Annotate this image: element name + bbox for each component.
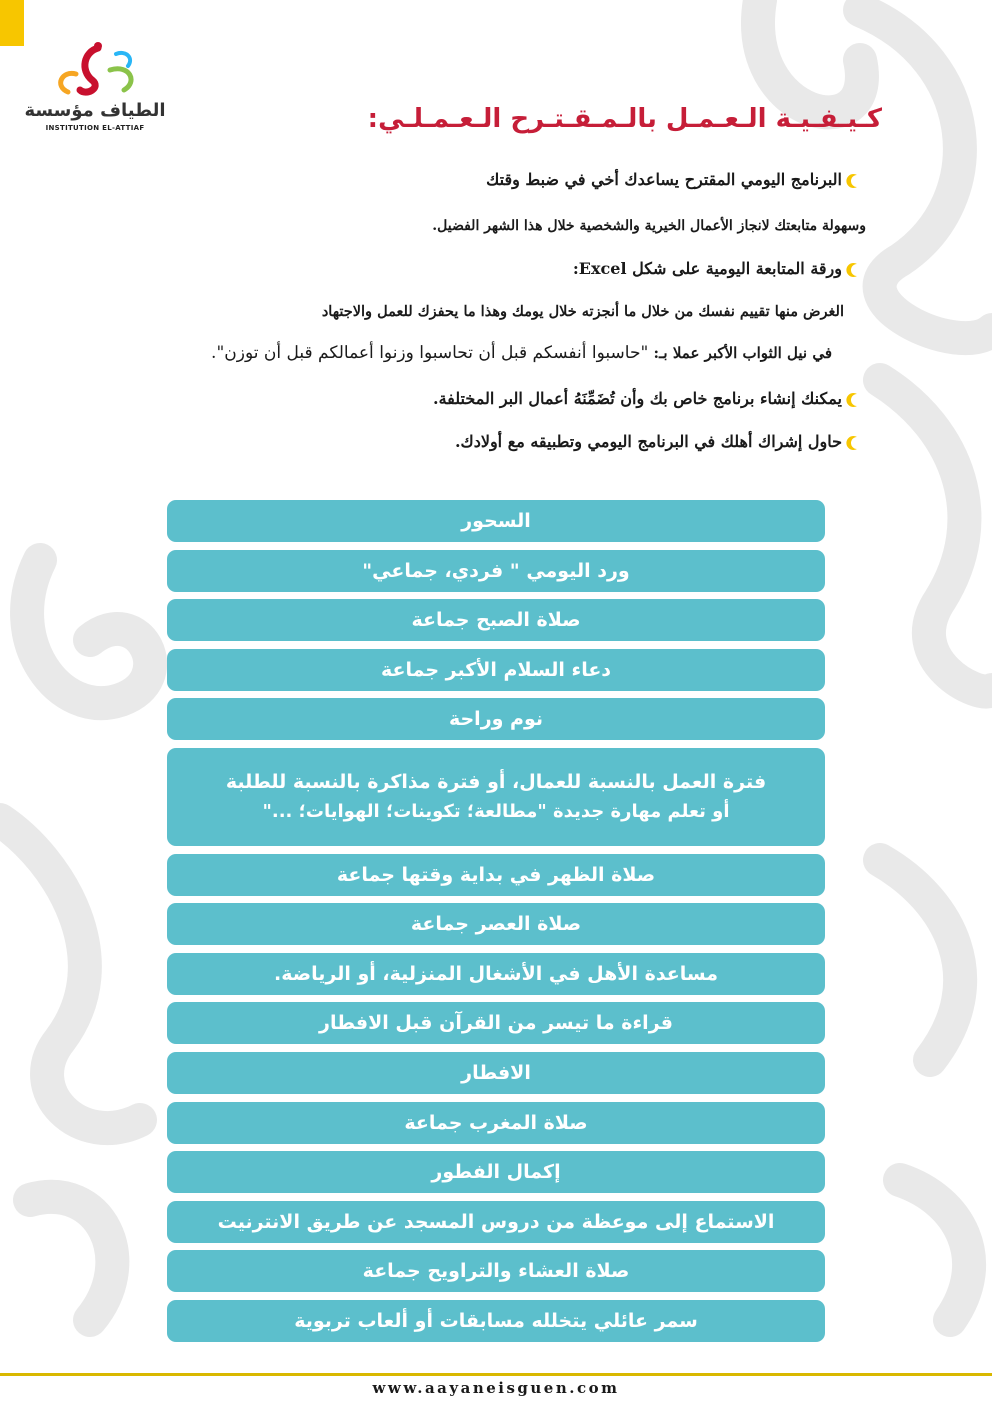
- intro-text-5-prefix: في نيل الثواب الأكبر عملا بـ:: [648, 344, 832, 362]
- schedule-item-isha-taraweeh: صلاة العشاء والتراويح جماعة: [167, 1250, 825, 1292]
- daily-schedule: [167, 500, 825, 1350]
- schedule-item-quran-reading: قراءة ما تيسر من القرآن قبل الافطار: [167, 1002, 825, 1044]
- intro-text-7: حاول إشراك أهلك في البرنامج اليومي وتطبيقه مع أولادك.: [454, 432, 842, 451]
- schedule-item-help-family: مساعدة الأهل في الأشغال المنزلية، أو الرياضة.: [167, 953, 825, 995]
- footer-website-link[interactable]: www.aayaneisguen.com: [372, 1379, 620, 1397]
- crescent-bullet-icon: [846, 262, 862, 278]
- work-study-line-1: فترة العمل بالنسبة للعمال، أو فترة مذاكرة بالنسبة للطلبة: [225, 771, 767, 794]
- intro-text-1: البرنامج اليومي المقترح يساعدك أخي في ضبط وقتك: [486, 170, 842, 189]
- schedule-item-dua: دعاء السلام الأكبر جماعة: [167, 649, 825, 691]
- intro-line-3: [573, 259, 862, 278]
- intro-text-3: ورقة المتابعة اليومية على شكل Excel:: [572, 259, 842, 278]
- schedule-item-maghrib-prayer: صلاة المغرب جماعة: [167, 1102, 825, 1144]
- crescent-bullet-icon: [846, 173, 862, 189]
- schedule-item-daily-wird: ورد اليومي " فردي، جماعي": [167, 550, 825, 592]
- intro-line-5: [211, 343, 832, 363]
- logo-emblem-icon: [24, 40, 166, 126]
- hadith-quote: "حاسبوا أنفسكم قبل أن تحاسبوا وزنوا أعمالكم قبل أن توزن".: [211, 343, 649, 363]
- schedule-item-sermon: الاستماع إلى موعظة من دروس المسجد عن طريق الانترنيت: [167, 1201, 825, 1243]
- schedule-item-work-study: [167, 748, 825, 846]
- page-heading: كـيـفـيـة الـعـمـل بالـمـقـتـرح الـعـمـلـي:: [367, 104, 882, 134]
- schedule-item-asr-prayer: صلاة العصر جماعة: [167, 903, 825, 945]
- logo-arabic-text: الطياف مؤسسة: [24, 100, 166, 121]
- schedule-item-suhoor: السحور: [167, 500, 825, 542]
- institution-logo: [24, 40, 166, 140]
- corner-accent: [0, 0, 24, 46]
- intro-line-2: وسهولة متابعتك لانجاز الأعمال الخيرية والشخصية خلال هذا الشهر الفضيل.: [432, 218, 866, 234]
- schedule-item-dhuhr-prayer: صلاة الظهر في بداية وقتها جماعة: [167, 854, 825, 896]
- intro-line-7: [455, 432, 862, 451]
- crescent-bullet-icon: [846, 392, 862, 408]
- logo-latin-text: INSTITUTION EL-ATTIAF: [45, 124, 145, 132]
- schedule-item-iftar: الافطار: [167, 1052, 825, 1094]
- intro-line-1: [486, 170, 862, 189]
- intro-text-6: يمكنك إنشاء برنامج خاص بك وأن تُضَمِّنَهُ أعمال البر المختلفة.: [433, 389, 842, 408]
- schedule-item-family-evening: سمر عائلي يتخلله مسابقات أو ألعاب تربوية: [167, 1300, 825, 1342]
- work-study-line-2: أو تعلم مهارة جديدة "مطالعة؛ تكوينات؛ الهوايات؛ ...": [262, 800, 730, 822]
- schedule-item-complete-meal: إكمال الفطور: [167, 1151, 825, 1193]
- crescent-bullet-icon: [846, 435, 862, 451]
- intro-line-4: الغرض منها تقييم نفسك من خلال ما أنجزته خلال يومك وهذا ما يحفزك للعمل والاجتهاد: [321, 303, 844, 320]
- intro-line-6: [433, 389, 862, 408]
- schedule-item-fajr-prayer: صلاة الصبح جماعة: [167, 599, 825, 641]
- schedule-item-sleep: نوم وراحة: [167, 698, 825, 740]
